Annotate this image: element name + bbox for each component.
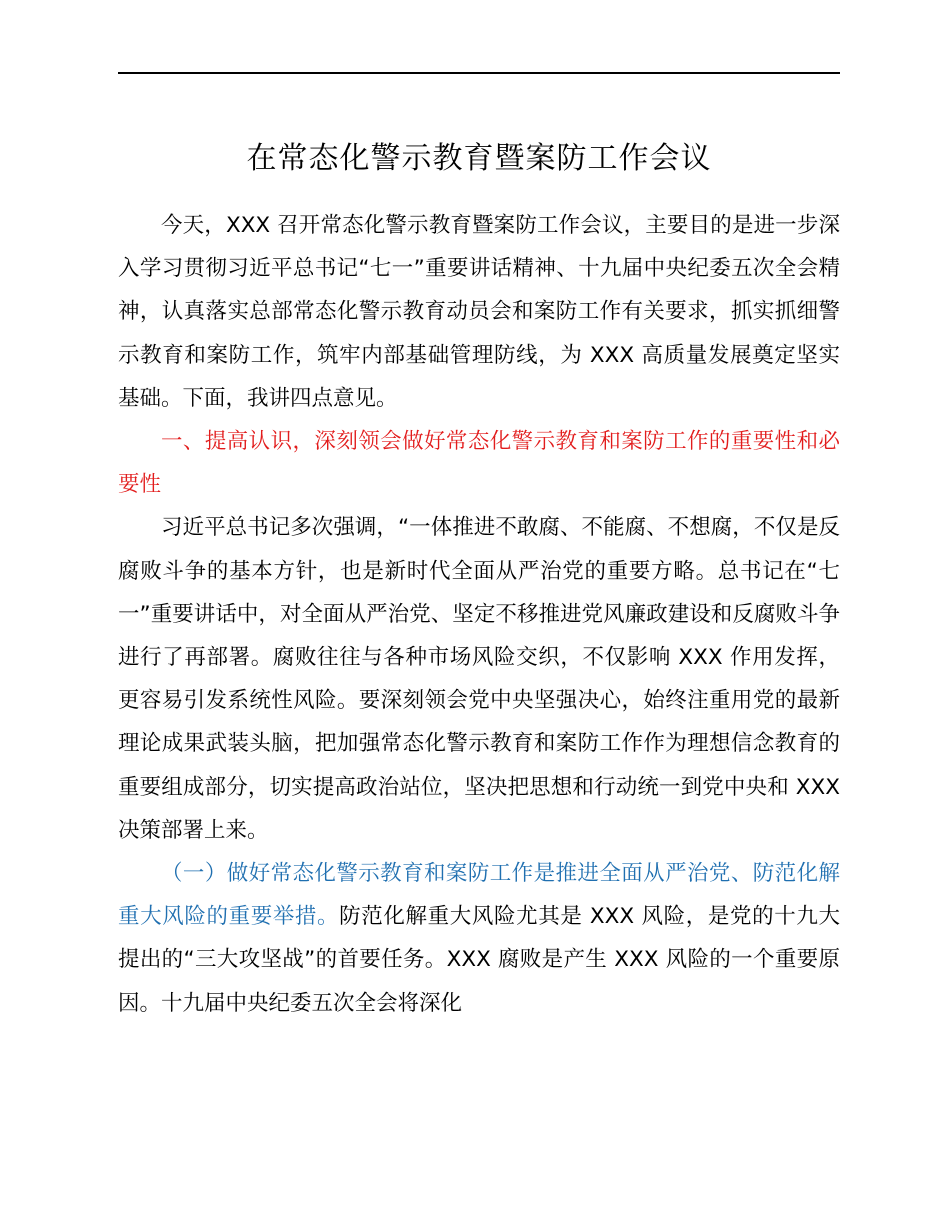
section-1-heading: 一、提高认识，深刻领会做好常态化警示教育和案防工作的重要性和必要性: [118, 429, 840, 498]
intro-paragraph: 今天，XXX 召开常态化警示教育暨案防工作会议，主要目的是进一步深入学习贯彻习近平总书记“七一”重要讲话精神、十九届中央纪委五次全会精神，认真落实总部常态化警示教育动员会和案防工作有关要求，抓实抓细警示教育和案防工作，筑牢内部基础管理防线，为 XXX 高质量发展奠定坚实基础。下面，我讲四点意见。: [118, 213, 840, 411]
document-body: [118, 204, 840, 1025]
subsection-1-heading: （一）做好常态化警示教育和案防工作是推进全面从严治党、防范化解重大风险的重要举措。: [118, 861, 840, 930]
subsection-1-paragraph: [118, 852, 840, 1025]
document-title: 在常态化警示教育暨案防工作会议: [246, 141, 712, 176]
section-1-paragraph: 习近平总书记多次强调，“一体推进不敢腐、不能腐、不想腐，不仅是反腐败斗争的基本方针，也是新时代全面从严治党的重要方略。总书记在“七一”重要讲话中，对全面从严治党、坚定不移推进党风廉政建设和反腐败斗争进行了再部署。腐败往往与各种市场风险交织，不仅影响 XXX 作用发挥，更容易引发系统性风险。要深刻领会党中央坚强决心，始终注重用党的最新理论成果武装头脑，把加强常态化警示教育和案防工作作为理想信念教育的重要组成部分，切实提高政治站位，坚决把思想和行动统一到党中央和 XXX 决策部署上来。: [118, 515, 840, 843]
subsection-1-text: 防范化解重大风险尤其是 XXX 风险，是党的十九大提出的“三大攻坚战”的首要任务。XXX 腐败是产生 XXX 风险的一个重要原因。十九届中央纪委五次全会将深化: [118, 904, 840, 1016]
header-rule: [118, 72, 840, 74]
